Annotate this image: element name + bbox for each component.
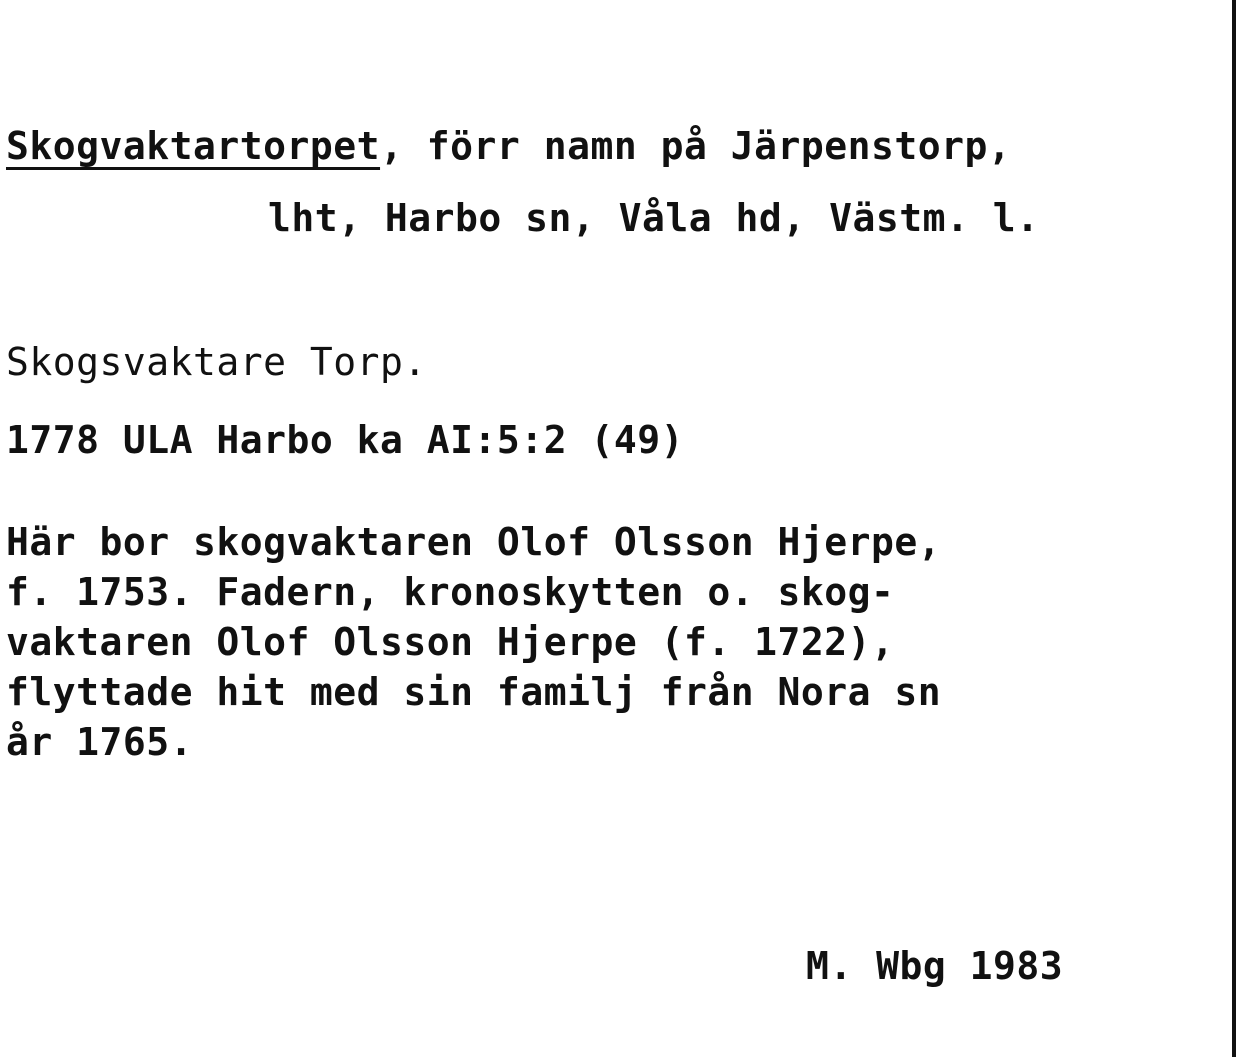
body-line-3: vaktaren Olof Olsson Hjerpe (f. 1722), (6, 620, 895, 664)
header-line-2: lht, Harbo sn, Våla hd, Västm. l. (268, 196, 1040, 240)
card-edge-line (1232, 0, 1236, 1057)
source-reference: 1778 ULA Harbo ka AI:5:2 (49) (6, 418, 684, 462)
body-line-5: år 1765. (6, 720, 194, 764)
header-line-1 (6, 122, 1011, 170)
body-line-2: f. 1753. Fadern, kronoskytten o. skog- (6, 570, 895, 614)
body-line-1: Här bor skogvaktaren Olof Olsson Hjerpe, (6, 520, 942, 564)
variant-name: Skogsvaktare Torp. (6, 340, 427, 384)
place-name: Skogvaktartorpet (6, 124, 381, 168)
body-line-4: flyttade hit med sin familj från Nora sn (6, 670, 942, 714)
former-name-text: , förr namn på Järpenstorp, (380, 124, 1012, 168)
signature: M. Wbg 1983 (806, 944, 1064, 988)
